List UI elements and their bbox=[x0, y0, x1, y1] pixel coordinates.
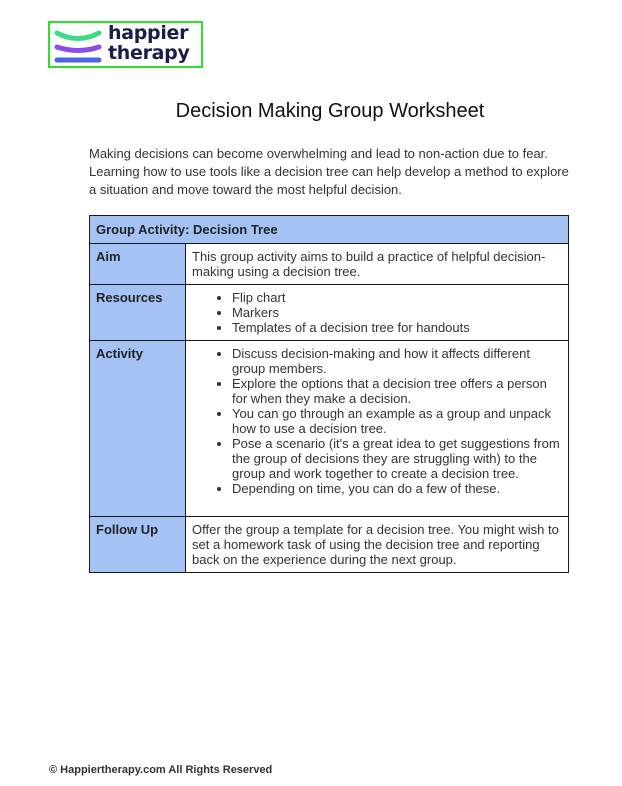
list-item: • Markers bbox=[232, 305, 562, 320]
activity-table bbox=[89, 215, 569, 573]
table-row-activity bbox=[90, 341, 569, 517]
table-header: Group Activity: Decision Tree bbox=[90, 216, 569, 244]
table-header-row bbox=[90, 216, 569, 244]
logo-wordmark bbox=[108, 23, 190, 63]
row-content bbox=[186, 285, 569, 341]
list-item: • Discuss decision-making and how it affects different group members. bbox=[232, 346, 562, 376]
copyright-footer: © Happiertherapy.com All Rights Reserved bbox=[49, 764, 273, 776]
row-content bbox=[186, 341, 569, 517]
row-label: Aim bbox=[90, 244, 186, 285]
list-item: • Explore the options that a decision tree offers a person for when they make a decision. bbox=[232, 376, 562, 406]
list-item: • Depending on time, you can do a few of these. bbox=[232, 481, 562, 496]
logo-line-1: happier bbox=[108, 22, 189, 44]
activity-list bbox=[192, 346, 562, 496]
row-label: Activity bbox=[90, 341, 186, 517]
list-item: • Templates of a decision tree for handouts bbox=[232, 320, 562, 335]
logo-line-2: therapy bbox=[108, 42, 190, 64]
happier-therapy-logo bbox=[48, 21, 203, 68]
list-item: • You can go through an example as a group and unpack how to use a decision tree. bbox=[232, 406, 562, 436]
intro-paragraph: Making decisions can become overwhelming and lead to non-action due to fear. Learning how to use tools like a decision tree can help develop a method to explore a situation and move toward the most helpful decision. bbox=[89, 146, 569, 197]
table-row-follow-up bbox=[90, 517, 569, 573]
page-title: Decision Making Group Worksheet bbox=[175, 100, 485, 122]
resources-list bbox=[192, 290, 562, 335]
table-row-aim bbox=[90, 244, 569, 285]
list-item: • Flip chart bbox=[232, 290, 562, 305]
table-row-resources bbox=[90, 285, 569, 341]
row-label: Resources bbox=[90, 285, 186, 341]
logo-waves-icon bbox=[54, 26, 102, 66]
row-content: This group activity aims to build a practice of helpful decision-making using a decision tree. bbox=[186, 244, 569, 285]
row-content: Offer the group a template for a decision tree. You might wish to set a homework task of using the decision tree and reporting back on the experience during the next group. bbox=[186, 517, 569, 573]
row-label: Follow Up bbox=[90, 517, 186, 573]
list-item: • Pose a scenario (it's a great idea to get suggestions from the group of decisions they are struggling with) to the group and work together to create a decision tree. bbox=[232, 436, 562, 481]
